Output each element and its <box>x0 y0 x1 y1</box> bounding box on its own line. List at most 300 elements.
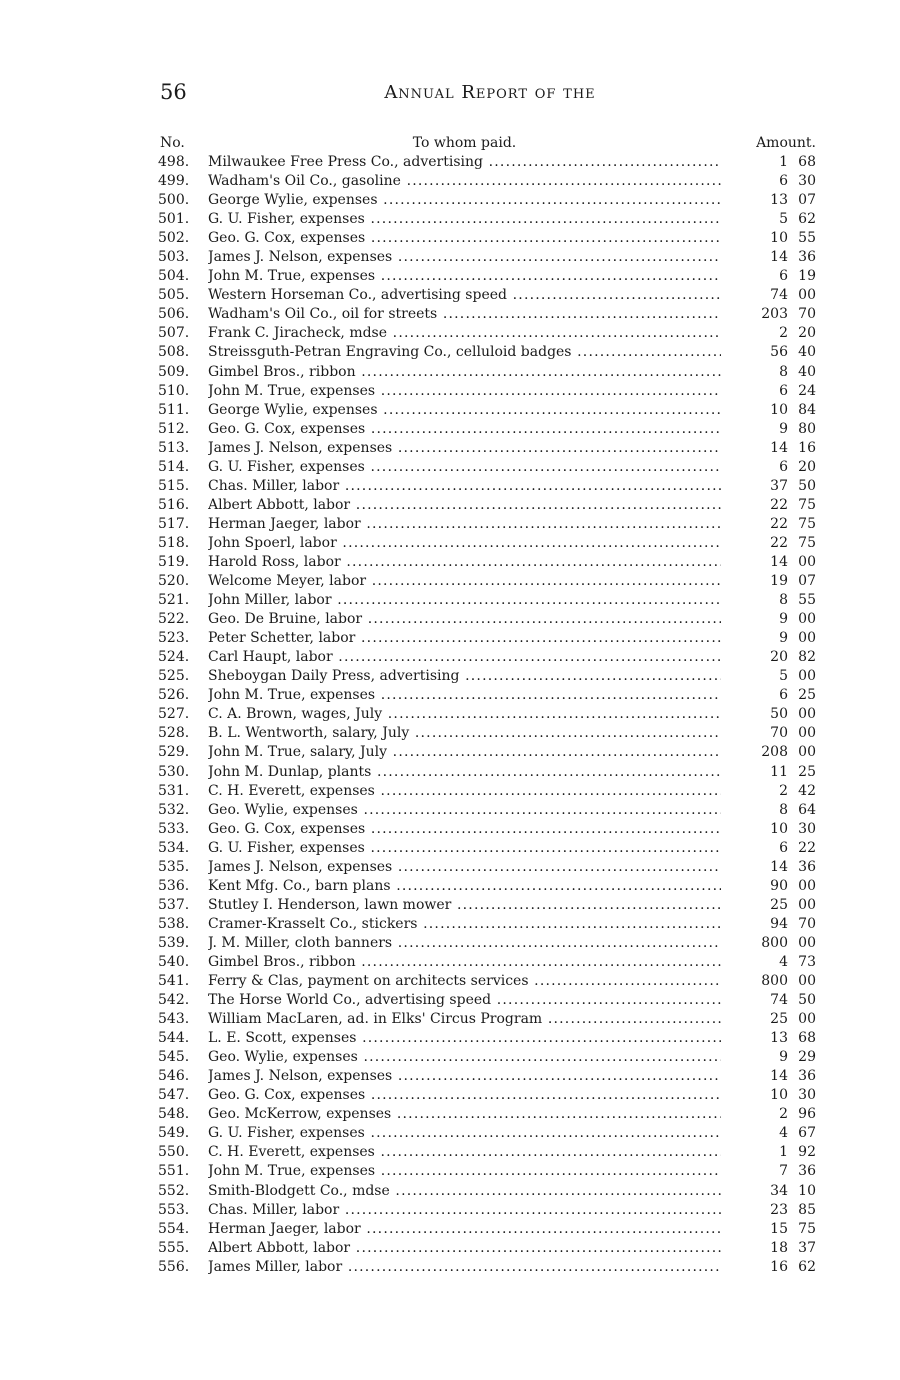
page-number: 56 <box>160 80 187 104</box>
row-amount-dollars: 50 <box>770 706 788 723</box>
row-amount-dollars: 18 <box>770 1239 788 1256</box>
row-amount-dollars: 19 <box>770 573 788 590</box>
table-row <box>158 305 816 324</box>
row-payee: Welcome Meyer, labor ..... <box>208 572 721 591</box>
row-amount-dollars: 9 <box>779 611 788 628</box>
row-amount-cents: 67 <box>798 1125 816 1142</box>
table-row <box>158 439 816 458</box>
row-amount-cents: 00 <box>798 630 816 647</box>
row-number: 543. <box>158 1011 190 1028</box>
row-number: 514. <box>158 458 190 475</box>
row-amount-dollars: 1 <box>779 1144 788 1161</box>
row-amount-dollars: 8 <box>779 801 788 818</box>
row-number: 519. <box>158 553 190 570</box>
table-row <box>158 1048 816 1067</box>
row-number: 522. <box>158 611 190 628</box>
row-number: 505. <box>158 287 190 304</box>
table-row <box>158 401 816 420</box>
row-amount-dollars: 4 <box>779 953 788 970</box>
row-amount-cents: 84 <box>798 401 816 418</box>
row-amount-dollars: 4 <box>779 1125 788 1142</box>
row-amount-cents: 00 <box>798 877 816 894</box>
table-row <box>158 1124 816 1143</box>
row-payee: Cramer-Krasselt Co., stickers ..... <box>208 915 721 934</box>
row-payee: Harold Ross, labor ..... <box>208 553 721 572</box>
row-payee: John M. True, expenses ..... <box>208 267 721 286</box>
row-payee: James J. Nelson, expenses ..... <box>208 248 721 267</box>
row-payee: George Wylie, expenses ..... <box>208 401 721 420</box>
row-amount-cents: 22 <box>798 839 816 856</box>
row-payee: Chas. Miller, labor ..... <box>208 477 721 496</box>
row-amount-dollars: 23 <box>770 1201 788 1218</box>
row-payee: Kent Mfg. Co., barn plans ..... <box>208 877 721 896</box>
row-payee: Western Horseman Co., advertising speed ..... <box>208 286 721 305</box>
row-amount-cents: 10 <box>798 1182 816 1199</box>
row-amount-cents: 00 <box>798 611 816 628</box>
row-payee: Albert Abbott, labor ..... <box>208 1239 721 1258</box>
row-amount-cents: 50 <box>798 992 816 1009</box>
table-row <box>158 1258 816 1277</box>
row-number: 512. <box>158 420 190 437</box>
row-amount-dollars: 90 <box>770 877 788 894</box>
row-payee: Geo. Wylie, expenses ..... <box>208 801 721 820</box>
row-amount-dollars: 9 <box>779 630 788 647</box>
row-payee: Stutley I. Henderson, lawn mower ..... <box>208 896 721 915</box>
row-amount-dollars: 94 <box>770 915 788 932</box>
row-amount-cents: 64 <box>798 801 816 818</box>
table-row <box>158 229 816 248</box>
row-number: 515. <box>158 477 190 494</box>
table-row <box>158 763 816 782</box>
row-amount-dollars: 70 <box>770 725 788 742</box>
row-payee: James J. Nelson, expenses ..... <box>208 1067 721 1086</box>
row-amount-dollars: 2 <box>779 782 788 799</box>
row-number: 554. <box>158 1220 190 1237</box>
row-amount-dollars: 208 <box>761 744 788 761</box>
row-number: 523. <box>158 630 190 647</box>
table-row <box>158 420 816 439</box>
table-row <box>158 286 816 305</box>
row-amount-cents: 85 <box>798 1201 816 1218</box>
row-payee: L. E. Scott, expenses ..... <box>208 1029 721 1048</box>
row-amount-cents: 70 <box>798 306 816 323</box>
table-row <box>158 1182 816 1201</box>
table-row <box>158 801 816 820</box>
row-number: 516. <box>158 496 190 513</box>
row-amount-dollars: 10 <box>770 230 788 247</box>
row-payee: James Miller, labor ..... <box>208 1258 721 1277</box>
row-amount-dollars: 2 <box>779 325 788 342</box>
row-payee: John M. True, expenses ..... <box>208 1162 721 1181</box>
row-number: 528. <box>158 725 190 742</box>
table-row <box>158 1086 816 1105</box>
row-amount-cents: 70 <box>798 915 816 932</box>
row-payee: Geo. G. Cox, expenses ..... <box>208 1086 721 1105</box>
row-amount-dollars: 74 <box>770 287 788 304</box>
row-amount-cents: 75 <box>798 534 816 551</box>
row-number: 549. <box>158 1125 190 1142</box>
row-amount-cents: 62 <box>798 211 816 228</box>
row-amount-cents: 62 <box>798 1258 816 1275</box>
row-amount-dollars: 1 <box>779 154 788 170</box>
row-amount-dollars: 22 <box>770 515 788 532</box>
table-row <box>158 572 816 591</box>
row-amount-dollars: 14 <box>770 553 788 570</box>
table-row <box>158 972 816 991</box>
row-amount-cents: 25 <box>798 763 816 780</box>
row-amount-cents: 16 <box>798 439 816 456</box>
row-amount-cents: 96 <box>798 1106 816 1123</box>
row-payee: Gimbel Bros., ribbon ..... <box>208 953 721 972</box>
table-row <box>158 1067 816 1086</box>
column-header-payee: To whom paid. <box>412 135 517 151</box>
table-row <box>158 953 816 972</box>
row-amount-cents: 75 <box>798 1220 816 1237</box>
row-amount-dollars: 10 <box>770 401 788 418</box>
table-row <box>158 210 816 229</box>
row-number: 530. <box>158 763 190 780</box>
row-amount-cents: 00 <box>798 668 816 685</box>
row-payee: C. A. Brown, wages, July ..... <box>208 705 721 724</box>
table-row <box>158 705 816 724</box>
row-number: 524. <box>158 649 190 666</box>
row-number: 498. <box>158 154 190 170</box>
row-amount-cents: 37 <box>798 1239 816 1256</box>
table-row <box>158 172 816 191</box>
row-payee: Chas. Miller, labor ..... <box>208 1201 721 1220</box>
row-number: 540. <box>158 953 190 970</box>
row-number: 535. <box>158 858 190 875</box>
row-amount-cents: 80 <box>798 420 816 437</box>
row-payee: James J. Nelson, expenses ..... <box>208 858 721 877</box>
row-amount-cents: 73 <box>798 953 816 970</box>
row-number: 513. <box>158 439 190 456</box>
row-amount-dollars: 14 <box>770 858 788 875</box>
row-amount-dollars: 5 <box>779 668 788 685</box>
table-row <box>158 515 816 534</box>
row-payee: Milwaukee Free Press Co., advertising ..... <box>208 153 721 172</box>
row-number: 499. <box>158 173 190 190</box>
column-header-no: No. <box>160 135 185 151</box>
row-payee: Ferry & Clas, payment on architects services ..... <box>208 972 721 991</box>
row-amount-dollars: 13 <box>770 1030 788 1047</box>
table-row <box>158 477 816 496</box>
row-amount-dollars: 22 <box>770 496 788 513</box>
row-payee: George Wylie, expenses ..... <box>208 191 721 210</box>
row-amount-cents: 30 <box>798 1087 816 1104</box>
row-amount-dollars: 11 <box>770 763 788 780</box>
row-payee: G. U. Fisher, expenses ..... <box>208 839 721 858</box>
table-row <box>158 858 816 877</box>
row-payee: Carl Haupt, labor ..... <box>208 648 721 667</box>
row-number: 550. <box>158 1144 190 1161</box>
row-number: 521. <box>158 592 190 609</box>
row-amount-cents: 42 <box>798 782 816 799</box>
row-amount-dollars: 6 <box>779 458 788 475</box>
row-number: 556. <box>158 1258 190 1275</box>
row-payee: J. M. Miller, cloth banners ..... <box>208 934 721 953</box>
row-number: 511. <box>158 401 190 418</box>
row-amount-cents: 36 <box>798 858 816 875</box>
row-payee: Geo. Wylie, expenses ..... <box>208 1048 721 1067</box>
row-payee: Albert Abbott, labor ..... <box>208 496 721 515</box>
row-amount-cents: 68 <box>798 154 816 170</box>
row-payee: G. U. Fisher, expenses ..... <box>208 1124 721 1143</box>
row-amount-cents: 55 <box>798 592 816 609</box>
row-payee: G. U. Fisher, expenses ..... <box>208 458 721 477</box>
row-amount-dollars: 5 <box>779 211 788 228</box>
table-row <box>158 553 816 572</box>
row-number: 517. <box>158 515 190 532</box>
row-amount-dollars: 56 <box>770 344 788 361</box>
row-amount-cents: 50 <box>798 477 816 494</box>
row-amount-dollars: 16 <box>770 1258 788 1275</box>
row-amount-dollars: 6 <box>779 687 788 704</box>
row-amount-dollars: 10 <box>770 820 788 837</box>
row-amount-cents: 07 <box>798 192 816 209</box>
row-number: 508. <box>158 344 190 361</box>
row-number: 536. <box>158 877 190 894</box>
row-payee: Streissguth-Petran Engraving Co., celluloid badges ..... <box>208 343 721 362</box>
row-amount-dollars: 34 <box>770 1182 788 1199</box>
row-number: 500. <box>158 192 190 209</box>
row-amount-cents: 00 <box>798 744 816 761</box>
row-number: 506. <box>158 306 190 323</box>
row-number: 526. <box>158 687 190 704</box>
row-number: 544. <box>158 1030 190 1047</box>
row-amount-cents: 07 <box>798 573 816 590</box>
table-row <box>158 934 816 953</box>
row-payee: Geo. G. Cox, expenses ..... <box>208 820 721 839</box>
table-row <box>158 1029 816 1048</box>
row-payee: John M. True, expenses ..... <box>208 686 721 705</box>
row-payee: Herman Jaeger, labor ..... <box>208 1220 721 1239</box>
table-header <box>158 135 816 153</box>
row-amount-dollars: 25 <box>770 1011 788 1028</box>
row-amount-cents: 24 <box>798 382 816 399</box>
payments-table <box>158 153 816 1277</box>
row-number: 546. <box>158 1068 190 1085</box>
row-amount-cents: 00 <box>798 1011 816 1028</box>
row-number: 504. <box>158 268 190 285</box>
table-row <box>158 153 816 172</box>
table-row <box>158 686 816 705</box>
row-number: 509. <box>158 363 190 380</box>
row-payee: Geo. G. Cox, expenses ..... <box>208 420 721 439</box>
row-amount-dollars: 22 <box>770 534 788 551</box>
row-amount-dollars: 8 <box>779 592 788 609</box>
row-amount-cents: 20 <box>798 325 816 342</box>
table-row <box>158 267 816 286</box>
row-amount-cents: 00 <box>798 553 816 570</box>
table-row <box>158 877 816 896</box>
table-row <box>158 724 816 743</box>
row-number: 510. <box>158 382 190 399</box>
table-row <box>158 743 816 762</box>
row-amount-cents: 30 <box>798 820 816 837</box>
table-row <box>158 1220 816 1239</box>
row-number: 547. <box>158 1087 190 1104</box>
table-row <box>158 363 816 382</box>
row-amount-cents: 25 <box>798 687 816 704</box>
row-payee: Herman Jaeger, labor ..... <box>208 515 721 534</box>
row-amount-cents: 19 <box>798 268 816 285</box>
row-payee: John M. Dunlap, plants ..... <box>208 763 721 782</box>
table-row <box>158 591 816 610</box>
row-amount-cents: 40 <box>798 344 816 361</box>
row-number: 542. <box>158 992 190 1009</box>
row-number: 520. <box>158 573 190 590</box>
table-row <box>158 820 816 839</box>
row-amount-dollars: 9 <box>779 1049 788 1066</box>
row-payee: Geo. McKerrow, expenses ..... <box>208 1105 721 1124</box>
page-header <box>160 80 820 110</box>
row-number: 531. <box>158 782 190 799</box>
row-number: 529. <box>158 744 190 761</box>
row-amount-dollars: 9 <box>779 420 788 437</box>
row-amount-dollars: 800 <box>761 973 788 990</box>
row-number: 555. <box>158 1239 190 1256</box>
table-row <box>158 248 816 267</box>
table-row <box>158 648 816 667</box>
table-row <box>158 496 816 515</box>
row-payee: Gimbel Bros., ribbon ..... <box>208 363 721 382</box>
table-row <box>158 610 816 629</box>
row-amount-dollars: 15 <box>770 1220 788 1237</box>
row-payee: Wadham's Oil Co., oil for streets ..... <box>208 305 721 324</box>
row-amount-cents: 55 <box>798 230 816 247</box>
row-number: 537. <box>158 896 190 913</box>
row-number: 527. <box>158 706 190 723</box>
row-amount-cents: 36 <box>798 1068 816 1085</box>
row-number: 532. <box>158 801 190 818</box>
row-amount-cents: 00 <box>798 896 816 913</box>
row-amount-dollars: 6 <box>779 268 788 285</box>
table-row <box>158 1105 816 1124</box>
row-amount-cents: 00 <box>798 934 816 951</box>
table-row <box>158 1162 816 1181</box>
row-amount-dollars: 7 <box>779 1163 788 1180</box>
row-amount-cents: 30 <box>798 173 816 190</box>
row-amount-cents: 40 <box>798 363 816 380</box>
row-payee: William MacLaren, ad. in Elks' Circus Program ..... <box>208 1010 721 1029</box>
row-amount-cents: 20 <box>798 458 816 475</box>
table-row <box>158 1239 816 1258</box>
row-payee: Smith-Blodgett Co., mdse ..... <box>208 1182 721 1201</box>
row-amount-dollars: 14 <box>770 249 788 266</box>
row-number: 552. <box>158 1182 190 1199</box>
table-row <box>158 782 816 801</box>
row-payee: Sheboygan Daily Press, advertising ..... <box>208 667 721 686</box>
row-number: 507. <box>158 325 190 342</box>
row-number: 538. <box>158 915 190 932</box>
row-number: 518. <box>158 534 190 551</box>
table-row <box>158 1143 816 1162</box>
row-amount-cents: 00 <box>798 725 816 742</box>
table-row <box>158 343 816 362</box>
row-amount-dollars: 10 <box>770 1087 788 1104</box>
running-title: Annual Report of the <box>384 82 596 103</box>
table-row <box>158 324 816 343</box>
table-row <box>158 667 816 686</box>
table-row <box>158 915 816 934</box>
row-number: 541. <box>158 973 190 990</box>
row-amount-cents: 00 <box>798 287 816 304</box>
table-row <box>158 1010 816 1029</box>
row-payee: Geo. De Bruine, labor ..... <box>208 610 721 629</box>
row-payee: John M. True, expenses ..... <box>208 382 721 401</box>
row-amount-cents: 92 <box>798 1144 816 1161</box>
table-row <box>158 991 816 1010</box>
row-amount-dollars: 37 <box>770 477 788 494</box>
row-payee: Geo. G. Cox, expenses ..... <box>208 229 721 248</box>
row-number: 534. <box>158 839 190 856</box>
row-amount-cents: 29 <box>798 1049 816 1066</box>
row-number: 503. <box>158 249 190 266</box>
row-amount-cents: 68 <box>798 1030 816 1047</box>
row-number: 539. <box>158 934 190 951</box>
table-row <box>158 1201 816 1220</box>
row-amount-dollars: 25 <box>770 896 788 913</box>
row-payee: B. L. Wentworth, salary, July ..... <box>208 724 721 743</box>
row-amount-dollars: 14 <box>770 1068 788 1085</box>
row-payee: G. U. Fisher, expenses ..... <box>208 210 721 229</box>
row-payee: The Horse World Co., advertising speed ..... <box>208 991 721 1010</box>
column-header-amount: Amount. <box>756 135 816 151</box>
row-payee: John Spoerl, labor ..... <box>208 534 721 553</box>
table-row <box>158 534 816 553</box>
row-payee: Frank C. Jiracheck, mdse ..... <box>208 324 721 343</box>
row-amount-dollars: 800 <box>761 934 788 951</box>
row-amount-cents: 75 <box>798 515 816 532</box>
row-payee: John M. True, salary, July ..... <box>208 743 721 762</box>
table-row <box>158 382 816 401</box>
row-amount-dollars: 6 <box>779 839 788 856</box>
row-payee: Wadham's Oil Co., gasoline ..... <box>208 172 721 191</box>
row-amount-dollars: 6 <box>779 382 788 399</box>
row-number: 553. <box>158 1201 190 1218</box>
table-row <box>158 896 816 915</box>
row-amount-cents: 00 <box>798 973 816 990</box>
table-row <box>158 839 816 858</box>
row-payee: James J. Nelson, expenses ..... <box>208 439 721 458</box>
row-amount-dollars: 8 <box>779 363 788 380</box>
row-amount-dollars: 2 <box>779 1106 788 1123</box>
table-row <box>158 191 816 210</box>
table-row <box>158 458 816 477</box>
row-payee: John Miller, labor ..... <box>208 591 721 610</box>
row-amount-dollars: 6 <box>779 173 788 190</box>
row-number: 548. <box>158 1106 190 1123</box>
row-payee: C. H. Everett, expenses ..... <box>208 1143 721 1162</box>
row-payee: Peter Schetter, labor ..... <box>208 629 721 648</box>
row-number: 551. <box>158 1163 190 1180</box>
row-amount-cents: 75 <box>798 496 816 513</box>
row-amount-cents: 36 <box>798 1163 816 1180</box>
row-number: 545. <box>158 1049 190 1066</box>
row-number: 525. <box>158 668 190 685</box>
row-number: 533. <box>158 820 190 837</box>
row-number: 502. <box>158 230 190 247</box>
table-row <box>158 629 816 648</box>
row-amount-cents: 00 <box>798 706 816 723</box>
row-amount-cents: 82 <box>798 649 816 666</box>
row-number: 501. <box>158 211 190 228</box>
row-amount-dollars: 20 <box>770 649 788 666</box>
row-payee: C. H. Everett, expenses ..... <box>208 782 721 801</box>
row-amount-dollars: 14 <box>770 439 788 456</box>
row-amount-dollars: 203 <box>761 306 788 323</box>
